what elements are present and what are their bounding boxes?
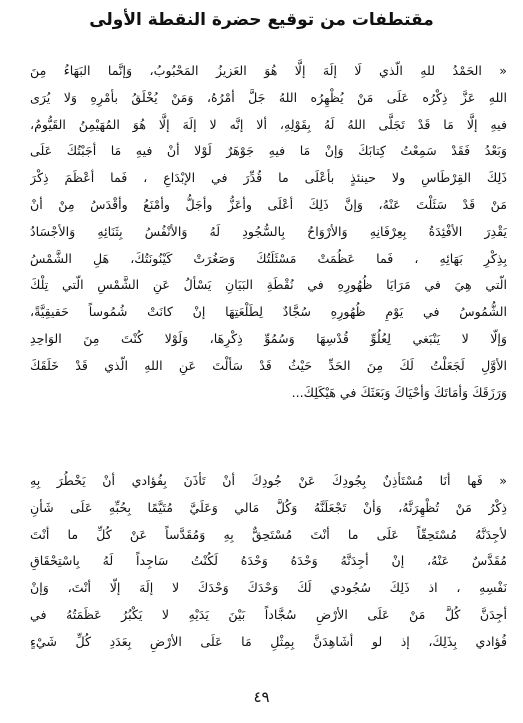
text-line: مُقَدَّسٌ عَنْهُ، إنْ أجِدَنَّهُ وَحْدَهُ وَحْدَهُ لَكُنْتُ سَاجِداً لَهُ بِاسْتِحْقَاقِ: [30, 553, 507, 569]
text-line: ذَلِكَ القِرْطَاسِ ولا حينئذٍ بأعْلَى ما قُدِّرَ في الإبْدَاعِ ، فَما أعْظَمَ ذِكْرَ: [30, 170, 507, 186]
paragraph-2: [30, 468, 507, 656]
text-line: الّتي هِيَ في مَرَايَا ظُهُورِهِ في نُقْطَةِ البَيَانِ يَسْألُ عَنِ الشَّمْسِ الّتي تِلْكَ: [30, 277, 507, 293]
text-line: اللهِ عَزَّ ذِكْرُه عَلَى مَنْ يُظْهِرُه اللهُ جَلَّ أمْرُهُ، وَمَنْ يُخْلَقُ بأمْرِهِ وَلا يُرَى: [30, 89, 507, 105]
text-line: وَبَعْدُ فَقَدْ سَمِعْتُ كِتابَكَ وَإنْ مَا فيهِ جَوْهَرٌ لَوْلا أنْ فيهِ مَا أجَبْتُكَ عَلَى: [30, 143, 507, 159]
text-line: « فَها أنَا مُسْتَأذِنٌ بِجُودِكَ عَنْ جُودِكَ أنْ تَأذَنَ بِفُؤادي أنْ يَخْطُرَ بِهِ: [30, 473, 507, 488]
page-title: مقتطفات من توقيع حضرة النقطة الأولى: [89, 10, 434, 30]
text-line: نَفْسِهِ ، اذ ذَلِكَ سُجُودي لَكَ وَحْدَكَ وَحْدَكَ لا إلَهَ إلّا أنْتَ، وَإنْ: [30, 580, 507, 596]
text-line: وَإلّا لا يَنْبَغي لِعُلُوِّ قُدْسِهَا وَسُمُوِّ ذِكْرِهَا، وَلَوْلا كُنْتَ مِنَ الوَاحِدِ: [30, 330, 507, 346]
text-line: فيهِ إلَّا مَا قَدْ تَجَلَّى اللهُ لَهُ بِقَوْلِهِ، ألا إنَّه لا إلَهَ إلَّا هُوَ المُهَيْمِنُ القَيُّومُ،: [30, 116, 507, 132]
text-line: الشُّمُوسُ في يَوْمِ ظُهُورِهِ سُجَّادٌ لِطَلْعَتِهَا إنْ كانَتْ شُمُوساً حَقيقِيَّةً،: [30, 304, 507, 320]
text-line: ذِكْرُ مَنْ تُظْهِرَنَّهُ، وَأنْ تَجْعَلَنَّهُ وَكُلَّ مَالي وَعَلَيَّ مُتَيَّمًا بِحُبِّهِ عَلَى شَأنِ: [30, 499, 507, 515]
text-line: مَنْ قَدْ سَئَلْتَ عَنْهُ، وَإنَّ ذَلِكَ أعْلَى وأعَزُّ وأجَلُّ وأمْنَعُ وأقْدَسُ مِنْ أنْ: [30, 196, 507, 212]
text-line: أجِدَنَّ كُلَّ مَنْ عَلَى الأرْضِ سُجَّاداً بَيْنَ يَدَيْهِ لا يَكْبُرُ عَظَمَتُهُ في: [30, 606, 507, 622]
text-line: وَرَزَقَكَ وَأمَاتَكَ وَأحْيَاكَ وَبَعَثَكَ في هَيْكَلِكَ...: [291, 384, 507, 400]
text-line: فُؤادي بِذَلِكَ، إذ لو أشَاهِدَنَّ بِمِثْلِ مَا عَلَى الأرْضِ بِعَدَدِ كُلِّ شَيْءٍ: [30, 633, 507, 649]
text-line: يَقْدِرَ الأفْئِدَةُ بِعِرْفَانِهِ وَالأرْوَاحُ بِالسُّجُودِ لَهُ وَالأنْفُسُ بِثَنَائِهِ وَالأجْسَادُ: [30, 223, 507, 239]
text-line: الأوَّلِ لَجَعَلْتُ لَكَ مِنَ الحَدِّ حَيْثُ قَدْ سَألْتَ عَنِ اللهِ الّذي قَدْ خَلَقَكَ: [30, 357, 507, 373]
paragraph-1: [30, 58, 507, 406]
text-line: لأجِدَنَّهُ مُسْتَحِقّاً عَلَى ما أنْتَ مُسْتَحِقٌّ بِهِ وَمُقَدَّساً عَنْ كُلِّ ما أنْتَ: [30, 526, 507, 542]
page-number: ٤٩: [253, 688, 270, 706]
text-line: بِذِكْرِ بَهَائِهِ ، فَما عَظُمَتْ مَسْئَلَتُكَ وَصَغُرَتْ كَيْنُونَتُكَ، هَلِ الشَّمْسُ: [30, 250, 507, 266]
text-line: « الحَمْدُ للهِ الّذي لَا إلَهَ إلَّا هُوَ العَزيزُ المَحْبُوبُ، وَإنَّما البَهَاءُ مِنَ: [30, 63, 507, 78]
